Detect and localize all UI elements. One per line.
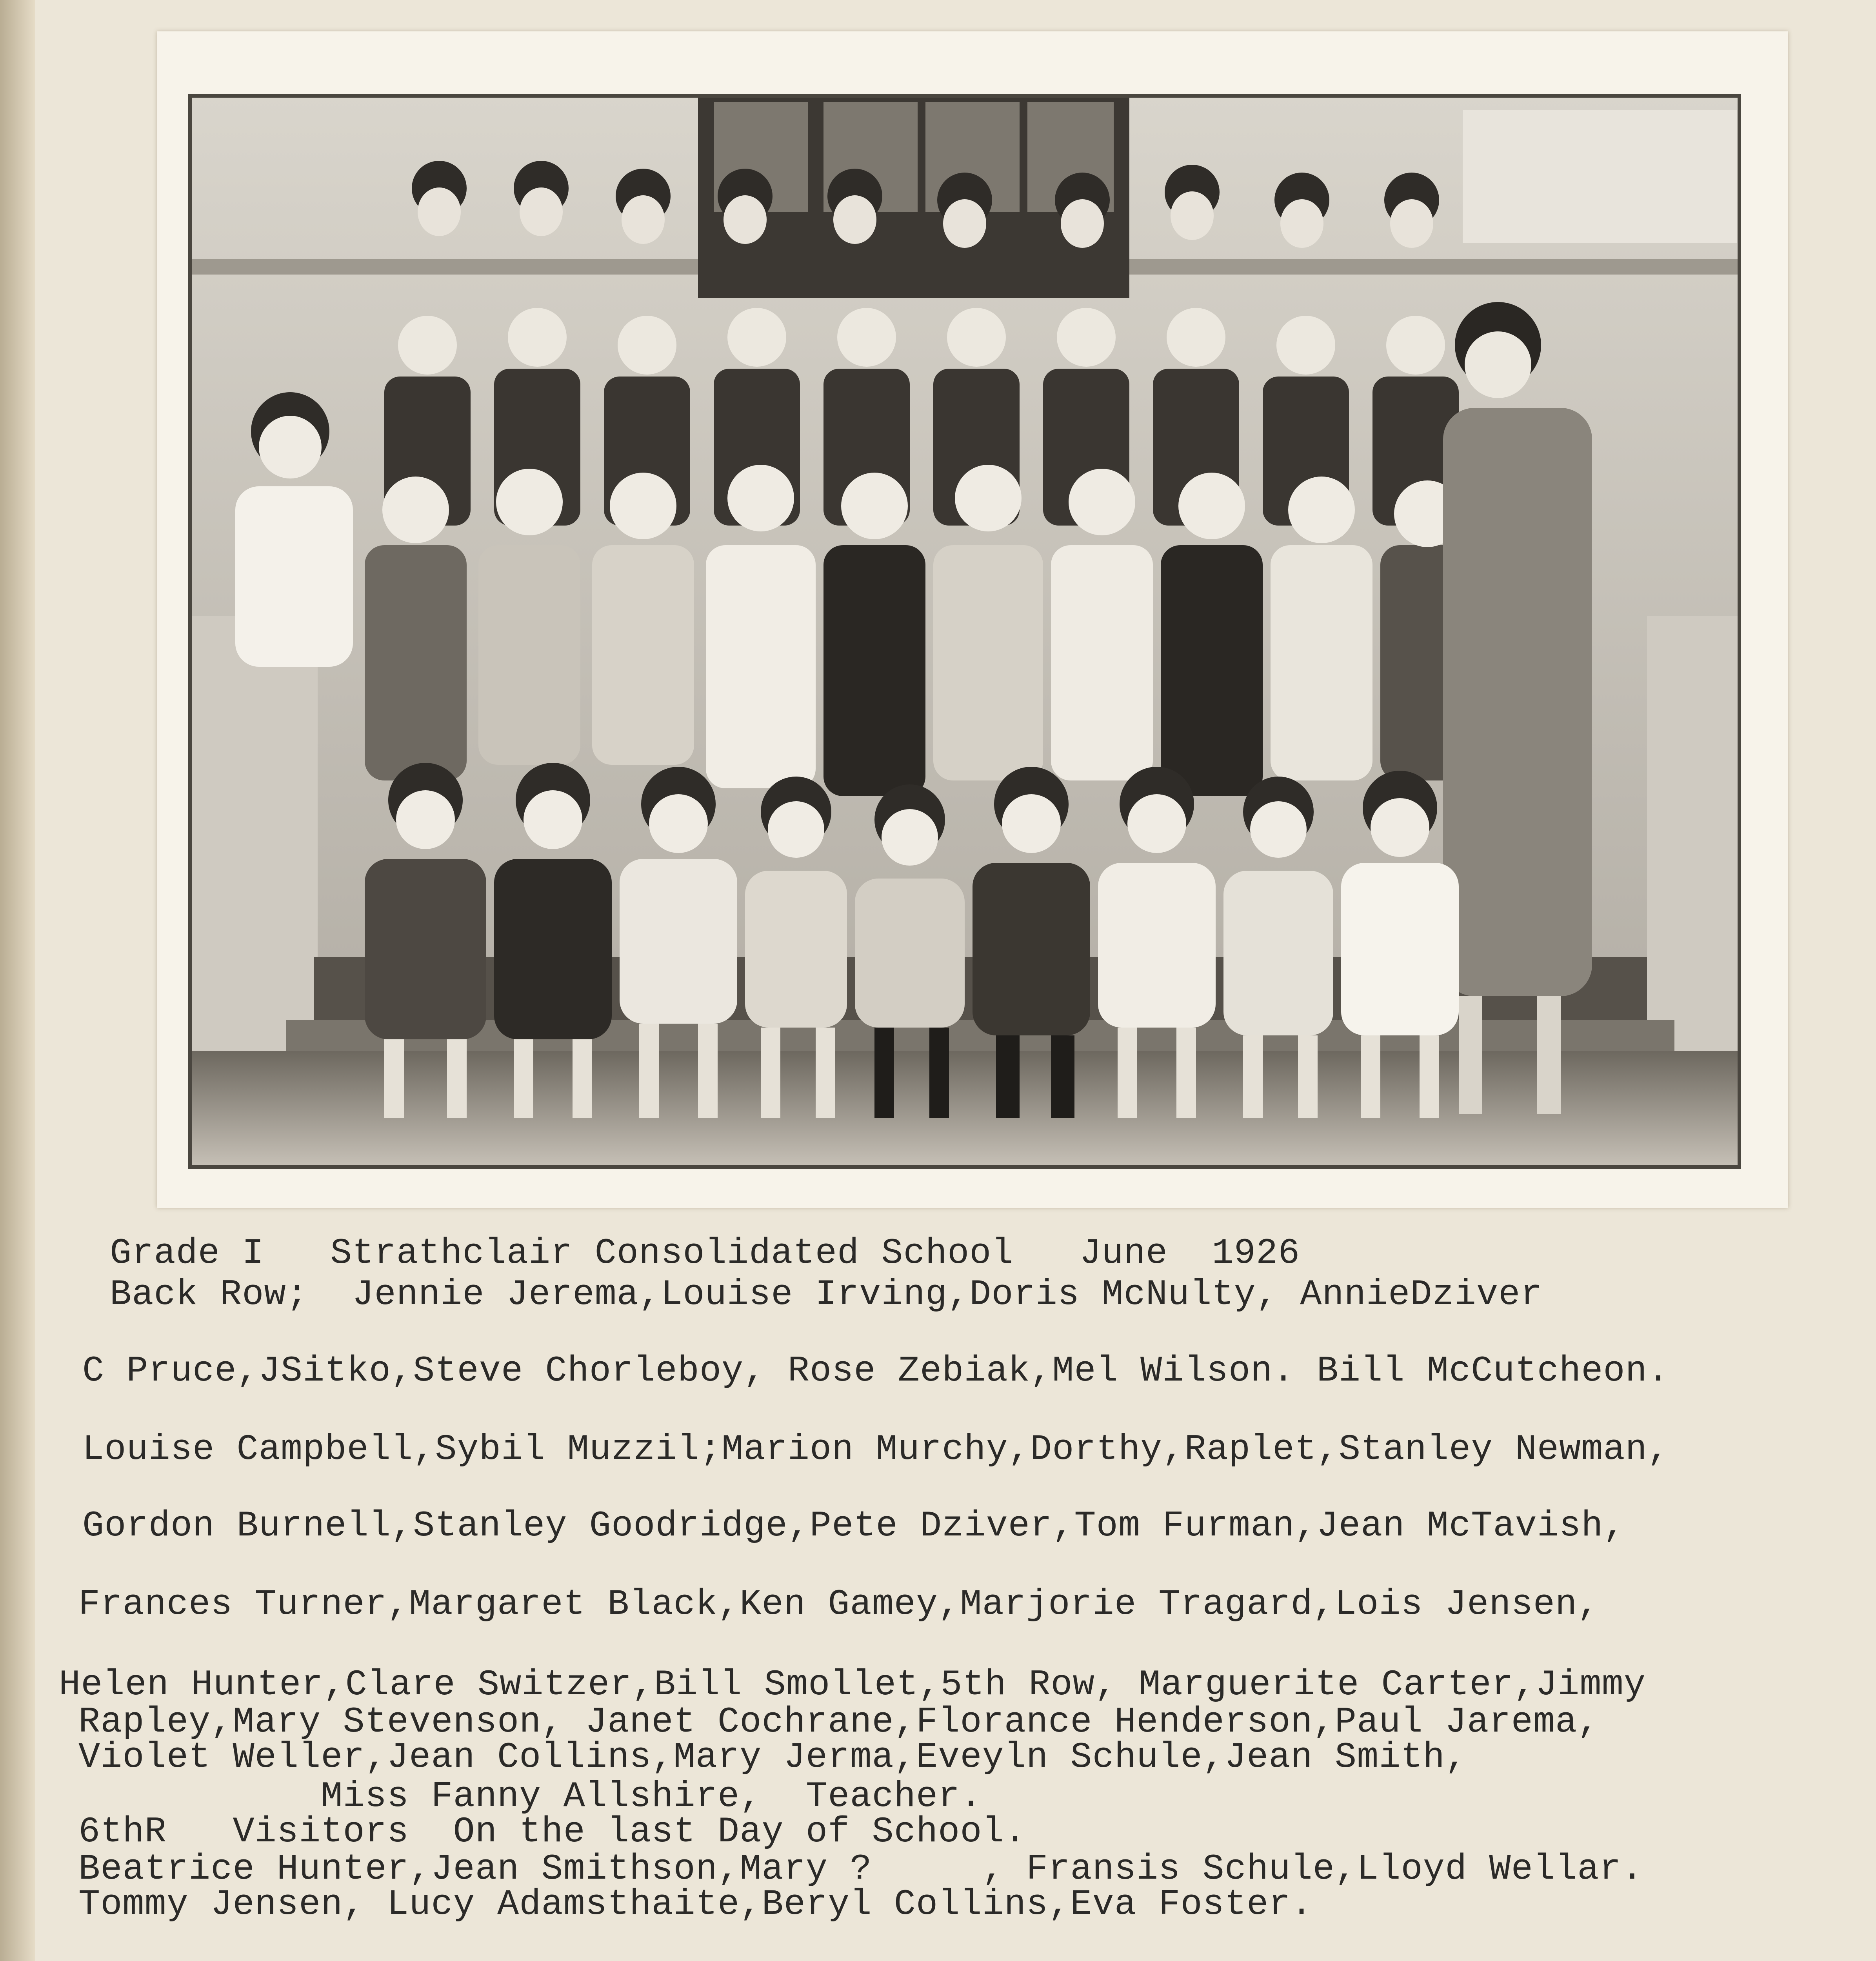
class-photograph [188,94,1741,1169]
typed-caption [59,1233,1784,1925]
caption-line: Beatrice Hunter,Jean Smithson,Mary ? , Fransis Schule,Lloyd Wellar. [78,1848,1643,1890]
caption-line: Louise Campbell,Sybil Muzzil;Marion Murchy,Dorthy,Raplet,Stanley Newman, [82,1429,1670,1470]
caption-line: Tommy Jensen, Lucy Adamsthaite,Beryl Collins,Eva Foster. [78,1884,1313,1925]
caption-line: Frances Turner,Margaret Black,Ken Gamey,Marjorie Tragard,Lois Jensen, [78,1584,1600,1625]
class-photograph-illustration [188,94,1741,1169]
scan-edge-left [0,0,35,1961]
caption-line: Helen Hunter,Clare Switzer,Bill Smollet,5th Row, Marguerite Carter,Jimmy [59,1664,1646,1705]
caption-line: C Pruce,JSitko,Steve Chorleboy, Rose Zebiak,Mel Wilson. Bill McCutcheon. [82,1350,1670,1392]
caption-line: Back Row; Jennie Jerema,Louise Irving,Doris McNulty, AnnieDziver [110,1274,1543,1315]
caption-heading: Grade I Strathclair Consolidated School June 1926 [110,1233,1300,1274]
caption-line: Violet Weller,Jean Collins,Mary Jerma,Eveyln Schule,Jean Smith, [78,1737,1467,1778]
caption-line: Gordon Burnell,Stanley Goodridge,Pete Dziver,Tom Furman,Jean McTavish, [82,1505,1625,1546]
caption-line: Rapley,Mary Stevenson, Janet Cochrane,Florance Henderson,Paul Jarema, [78,1701,1600,1743]
caption-teacher-line: Miss Fanny Allshire, Teacher. [78,1776,982,1817]
caption-line: 6thR Visitors On the last Day of School. [78,1811,1026,1852]
